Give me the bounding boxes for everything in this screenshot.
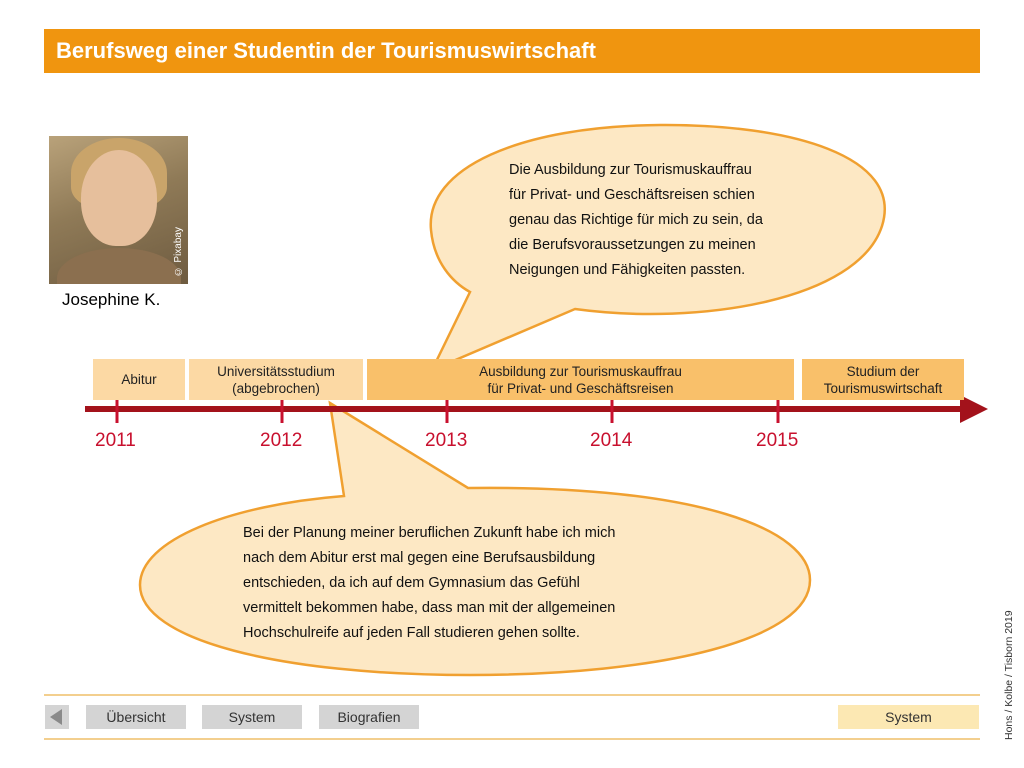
quote-top-text: Die Ausbildung zur Tourismuskauffrau für Privat- und Geschäftsreisen schien genau das Richtige für mich zu sein, da die Berufsvoraussetzungen zu meinen Neigungen und Fähigkeiten passten.: [509, 162, 763, 278]
nav-biographies-label: Biografien: [337, 709, 401, 725]
photo-credit: © Pixabay: [173, 226, 184, 276]
phase-label: Studium der Tourismuswirtschaft: [823, 363, 943, 396]
year-label: 2012: [260, 430, 303, 451]
nav-system-label: System: [228, 709, 276, 725]
phase-abitur: [93, 359, 185, 400]
year-label: 2015: [756, 430, 799, 451]
copyright-note: Hons / Kolbe / Tisborn 2019: [1003, 610, 1015, 740]
nav-system-right-button[interactable]: [838, 705, 979, 729]
nav-system-button[interactable]: [202, 705, 302, 729]
person-name: Josephine K.: [62, 290, 161, 309]
nav-overview-label: Übersicht: [106, 709, 166, 725]
phase-apprenticeship: [367, 359, 794, 400]
year-label: 2011: [95, 430, 136, 451]
footer-rule-bottom: [44, 738, 980, 740]
phase-label: Universitätsstudium (abgebrochen): [217, 363, 335, 396]
phase-label: Abitur: [121, 372, 157, 387]
footer-rule-top: [44, 694, 980, 696]
phase-university: [189, 359, 363, 400]
nav-overview-button[interactable]: [86, 705, 186, 729]
triangle-left-icon: [45, 705, 69, 729]
back-button[interactable]: [45, 705, 69, 729]
quote-bottom-text: Bei der Planung meiner beruflichen Zukunft habe ich mich nach dem Abitur erst mal gegen eine Berufsausbildung entschieden, da ich auf dem Gymnasium das Gefühl vermittelt bekommen habe, dass man mit der allgemeinen Hochschulreife auf jeden Fall studieren gehen sollte.: [243, 525, 616, 641]
nav-biographies-button[interactable]: [319, 705, 419, 729]
phase-label: Ausbildung zur Tourismuskauffrau für Privat- und Geschäftsreisen: [479, 363, 682, 396]
phase-tourism-studies: [802, 359, 964, 400]
nav-system-right-label: System: [885, 709, 932, 725]
year-label: 2014: [590, 430, 633, 451]
page-title: Berufsweg einer Studentin der Tourismuswirtschaft: [44, 29, 980, 73]
year-label: 2013: [425, 430, 468, 451]
timeline-arrow-head: [960, 395, 988, 423]
